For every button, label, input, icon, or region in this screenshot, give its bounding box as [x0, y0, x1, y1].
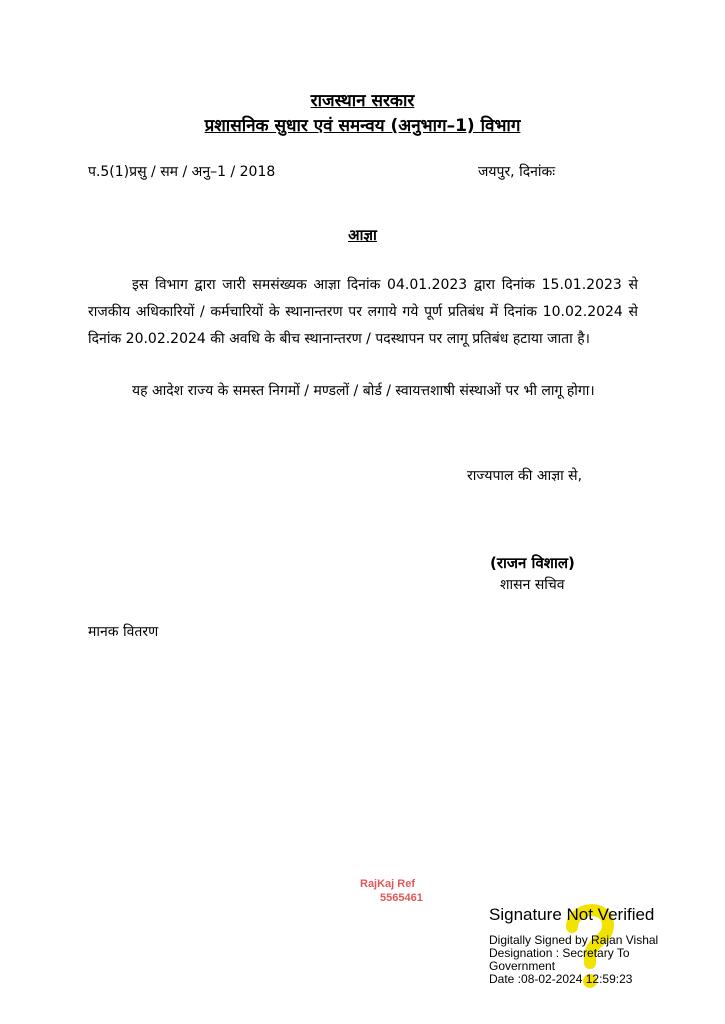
signature-designation-2: Government [489, 959, 556, 973]
place-date: जयपुर, दिनांकः [478, 164, 556, 180]
reference-number: प.5(1)प्रसु / सम / अनु–1 / 2018 [88, 164, 276, 180]
order-paragraph-2: यह आदेश राज्य के समस्त निगमों / मण्डलों / बोर्ड / स्वायत्तशाषी संस्थाओं पर भी लागू होगा। [132, 383, 595, 399]
rajkaj-label: RajKaj Ref [360, 878, 416, 890]
signatory-name: (राजन विशाल) [490, 554, 575, 572]
order-paragraph-1: इस विभाग द्वारा जारी समसंख्यक आज्ञा दिनांक 04.01.2023 द्वारा दिनांक 15.01.2023 से राजकीय अधिकारियों / कर्मचारियों के स्थानान्तरण पर लगाये गये पूर्ण प्रतिबंध में दिनांक 10.02.2024 से दिनांक 20.02.2024 की अवधि के बीच स्थानान्तरण / पदस्थापन पर लागू प्रतिबंध हटाया जाता है। [88, 277, 638, 347]
signature-status: Signature Not Verified [489, 905, 655, 924]
rajkaj-number: 5565461 [380, 892, 423, 904]
rajkaj-reference [360, 877, 460, 905]
header-line-1: राजस्थान सरकार [310, 91, 415, 111]
signature-date: Date :08-02-2024 12:59:23 [489, 972, 633, 986]
governor-order-line: राज्यपाल की आज्ञा से, [467, 468, 583, 484]
order-title: आज्ञा [348, 226, 377, 244]
digital-signature-block [489, 904, 689, 986]
distribution-label: मानक वितरण [88, 624, 159, 640]
signature-signed-by: Digitally Signed by Rajan Vishal [489, 933, 659, 947]
signatory-designation: शासन सचिव [500, 577, 565, 593]
signature-designation-1: Designation : Secretary To [489, 946, 630, 960]
header-line-2: प्रशासनिक सुधार एवं समन्वय (अनुभाग–1) विभाग [204, 116, 521, 136]
